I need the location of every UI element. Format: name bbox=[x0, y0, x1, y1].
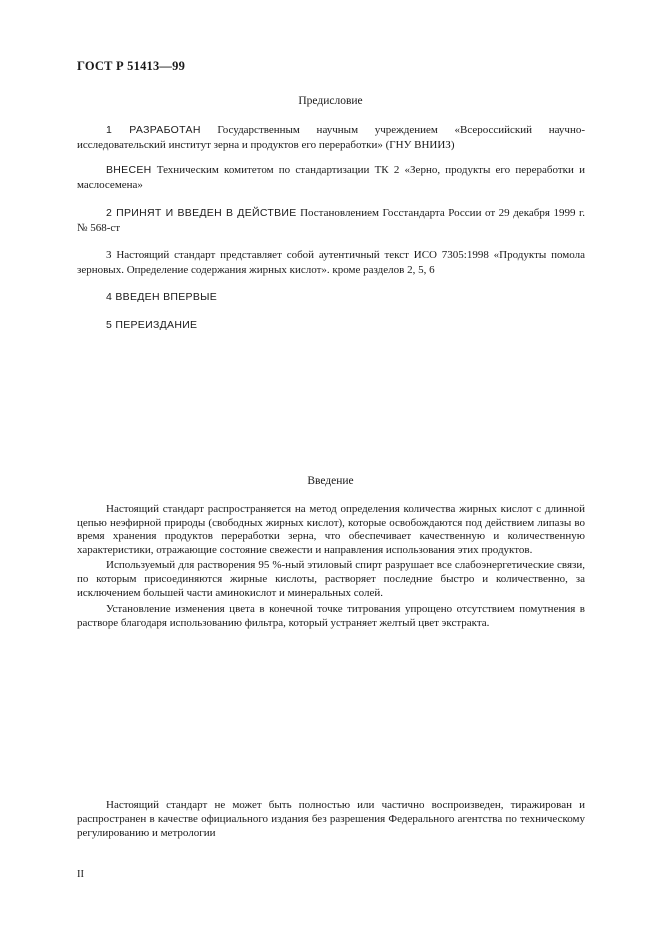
foreword-item-lead: ВНЕСЕН bbox=[106, 164, 152, 176]
foreword-item-lead: 4 ВВЕДЕН ВПЕРВЫЕ bbox=[106, 291, 218, 303]
introduction-paragraph: Используемый для растворения 95 %-ный этиловый спирт разрушает все слабоэнергетические связи, по которым присоединяются жирные кислоты, растворяет последние быстро и количественно, за исключением большей части аминокислот и минеральных солей. bbox=[77, 559, 585, 599]
foreword-item-text: Постановлением Госстандарта России от 29 декабря 1999 г. № 568-ст bbox=[77, 207, 585, 234]
foreword-title: Предисловие bbox=[298, 95, 363, 107]
introduction-title: Введение bbox=[307, 475, 354, 487]
foreword-item-lead: 5 ПЕРЕИЗДАНИЕ bbox=[106, 319, 198, 331]
introduction-paragraph: Установление изменения цвета в конечной точке титрования упрощено отсутствием помутнения в растворе благодаря использованию фильтра, который устраняет желтый цвет экстракта. bbox=[77, 603, 585, 629]
foreword-item-text: Государственным научным учреждением «Всероссийский научно-исследовательский институт зерна и продуктов его переработки» (ГНУ ВНИИЗ) bbox=[77, 124, 585, 151]
introduction-body bbox=[77, 503, 585, 633]
page-number: II bbox=[77, 869, 84, 880]
foreword-item-5 bbox=[77, 290, 585, 305]
foreword-item-lead: 1 РАЗРАБОТАН bbox=[106, 124, 201, 136]
introduction-paragraph: Настоящий стандарт распространяется на метод определения количества жирных кислот с длинной цепью неэфирной природы (свободных жирных кислот), которые освобождаются под действием липазы во время хранения продуктов переработки зерна, что обеспечивает качественную и количественную характеристики, отражающие состояние свежести и направления использования этих продуктов. bbox=[77, 503, 585, 556]
foreword-item-6 bbox=[77, 318, 585, 333]
foreword-item-2 bbox=[77, 163, 585, 192]
document-code: ГОСТ Р 51413—99 bbox=[77, 59, 186, 73]
foreword-item-1 bbox=[77, 123, 585, 152]
foreword-item-4 bbox=[77, 248, 585, 277]
foreword-item-lead: 2 ПРИНЯТ И ВВЕДЕН В ДЕЙСТВИЕ bbox=[106, 207, 297, 219]
copyright-notice: Настоящий стандарт не может быть полностью или частично воспроизведен, тиражирован и распространен в качестве официального издания без разрешения Федерального агентства по техническому регулированию и метрологии bbox=[77, 799, 585, 839]
foreword-item-text: 3 Настоящий стандарт представляет собой аутентичный текст ИСО 7305:1998 «Продукты помола зерновых. Определение содержания жирных кислот». кроме разделов 2, 5, 6 bbox=[77, 249, 585, 276]
foreword-item-3 bbox=[77, 206, 585, 235]
foreword-item-text: Техническим комитетом по стандартизации ТК 2 «Зерно, продукты его переработки и маслосемена» bbox=[77, 164, 585, 191]
